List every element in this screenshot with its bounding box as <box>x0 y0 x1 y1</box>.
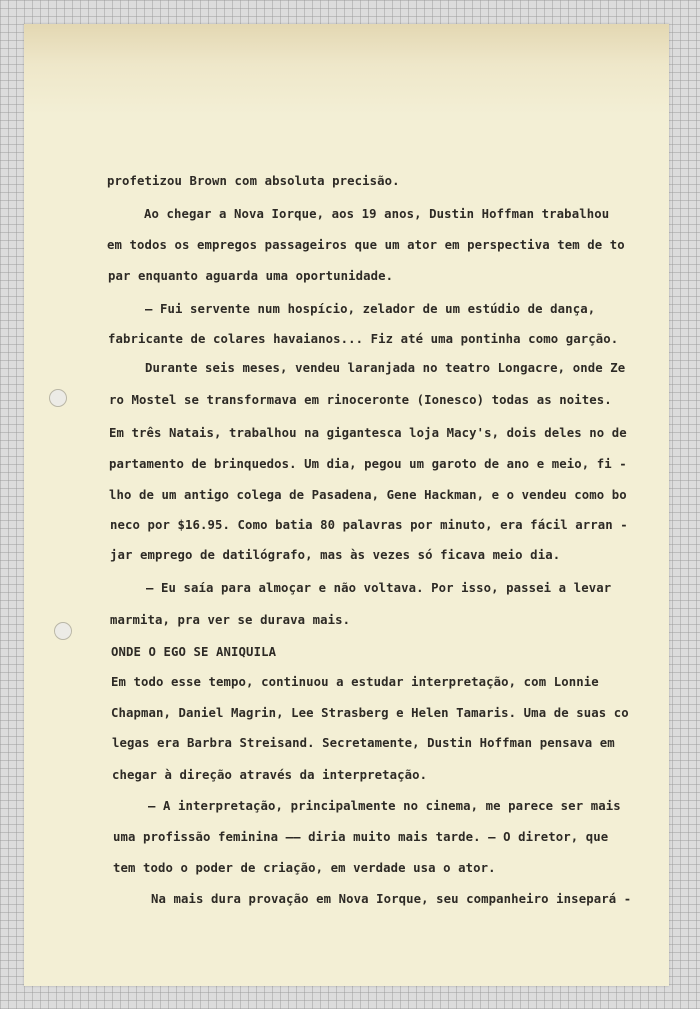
text-line: legas era Barbra Streisand. Secretamente, Dustin Hoffman pensava em <box>112 736 615 750</box>
text-line: Ao chegar a Nova Iorque, aos 19 anos, Dustin Hoffman trabalhou <box>144 207 610 221</box>
text-line: jar emprego de datilógrafo, mas às vezes só ficava meio dia. <box>110 548 561 562</box>
text-line: lho de um antigo colega de Pasadena, Gene Hackman, e o vendeu como bo <box>109 488 627 502</box>
text-line: partamento de brinquedos. Um dia, pegou um garoto de ano e meio, fi - <box>109 457 627 471</box>
typewritten-page <box>24 24 669 986</box>
text-line: Chapman, Daniel Magrin, Lee Strasberg e Helen Tamaris. Uma de suas co <box>111 706 629 720</box>
text-line: Em todo esse tempo, continuou a estudar interpretação, com Lonnie <box>111 675 599 689</box>
text-line: ro Mostel se transformava em rinoceronte (Ionesco) todas as noites. <box>109 393 612 407</box>
text-line: par enquanto aguarda uma oportunidade. <box>108 269 394 283</box>
section-heading: ONDE O EGO SE ANIQUILA <box>111 645 277 659</box>
text-line: tem todo o poder de criação, em verdade usa o ator. <box>113 861 496 875</box>
text-line: chegar à direção através da interpretação. <box>112 768 428 782</box>
text-line: — Eu saía para almoçar e não voltava. Por isso, passei a levar <box>146 581 612 595</box>
text-line: Na mais dura provação em Nova Iorque, seu companheiro insepará - <box>151 892 632 906</box>
text-line: fabricante de colares havaianos... Fiz até uma pontinha como garção. <box>108 332 619 346</box>
text-line: uma profissão feminina —— diria muito mais tarde. — O diretor, que <box>113 830 609 844</box>
text-line: — Fui servente num hospício, zelador de um estúdio de dança, <box>145 302 596 316</box>
text-line: neco por $16.95. Como batia 80 palavras por minuto, era fácil arran - <box>110 518 628 532</box>
text-line: — A interpretação, principalmente no cinema, me parece ser mais <box>148 799 621 813</box>
text-line: Em três Natais, trabalhou na gigantesca loja Macy's, dois deles no de <box>109 426 627 440</box>
text-line: marmita, pra ver se durava mais. <box>110 613 351 627</box>
punch-hole-bottom <box>54 622 72 640</box>
text-line: profetizou Brown com absoluta precisão. <box>107 174 400 188</box>
punch-hole-top <box>49 389 67 407</box>
water-stain <box>24 24 669 114</box>
text-line: Durante seis meses, vendeu laranjada no teatro Longacre, onde Ze <box>145 361 626 375</box>
text-line: em todos os empregos passageiros que um ator em perspectiva tem de to <box>107 238 625 252</box>
